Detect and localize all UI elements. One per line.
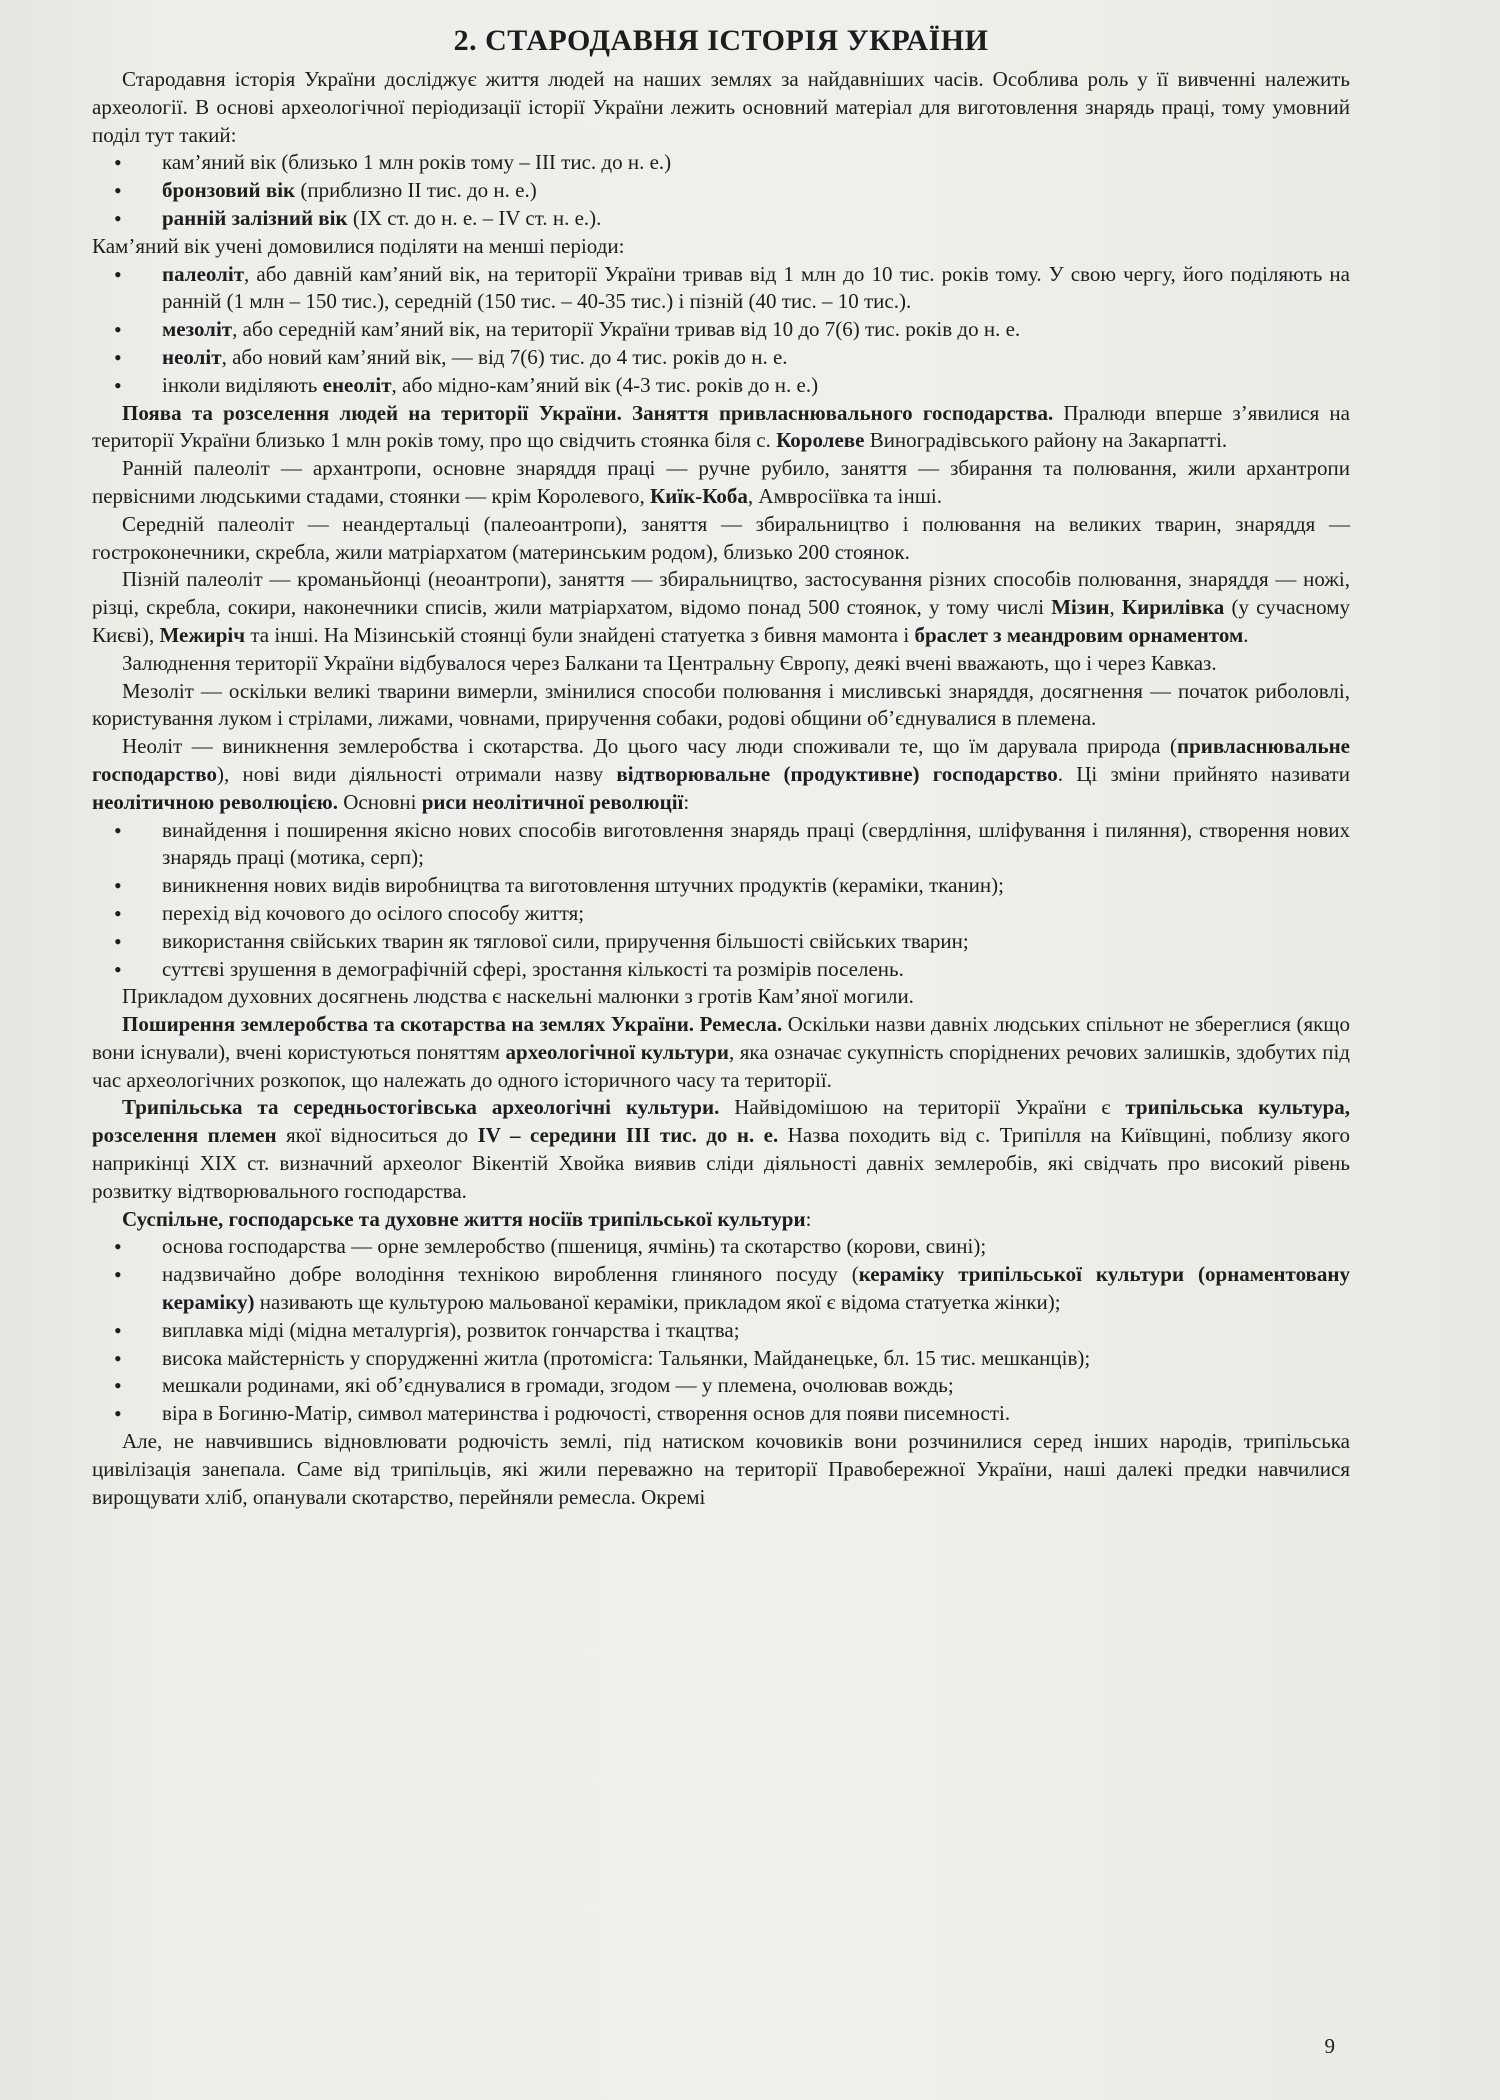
text-run: Основні [337,789,422,814]
list-item [92,205,1350,233]
bold-text-run: трипільська культура, розселення племен [92,1095,1350,1148]
text-run: Середній палеоліт — неандертальці (палеоантропи), заняття — збиральництво і полювання на великих тварин, знаряддя — гостроконечники, скребла, жили матріархатом (материнським родом), близько 200 стоянок. [92,511,1350,564]
text-run: Виноградівського району на Закарпатті. [864,428,1228,453]
bold-text-run: Киїк-Коба [649,483,748,508]
text-run: висока майстерність у спорудженні житла (протомісга: Тальянки, Майданецьке, бл. 15 тис. мешканців); [162,1345,1091,1370]
text-run: , або давній кам’яний вік, на території України тривав від 1 млн до 10 тис. років тому. У свою чергу, його поділяють на ранній (1 млн – 150 тис.), середній (150 тис. – 40-35 тис.) і пізній (40 тис. – 10 тис.). [162,261,1350,314]
bold-text-run: енеоліт [322,372,392,397]
paragraph [92,733,1350,816]
bold-text-run: Мізин [1051,595,1110,620]
text-run: використання свійських тварин як тяглової сили, приручення більшості свійських тварин; [162,928,969,953]
paragraph [92,1094,1350,1205]
list-item [92,261,1350,317]
list-item [92,1317,1350,1345]
text-run: виникнення нових видів виробництва та виготовлення штучних продуктів (кераміки, тканин); [162,873,1004,898]
list-item [92,900,1350,928]
paragraph [92,1206,1350,1234]
text-run: Назва походить від с. Трипілля на Київщині, поблизу якого наприкінці XIX ст. визначний археолог Вікентій Хвойка виявив сліди діяльності давніх землеробів, які свідчать про високий рівень розвитку відтворювального господарства. [92,1123,1350,1203]
list-item [92,956,1350,984]
text-run: віра в Богиню-Матір, символ материнства і родючості, створення основ для появи писемності. [162,1401,1011,1426]
text-run: Мезоліт — оскільки великі тварини вимерли, змінилися способи полювання і мисливські знаряддя, досягнення — початок риболовлі, користування луком і стрілами, лижами, човнами, приручення собаки, родові общини об’єднувалися в племена. [92,678,1350,731]
text-run: (IX ст. до н. е. – IV ст. н. е.). [347,205,602,230]
list-item [92,928,1350,956]
bold-text-run: Межиріч [159,622,246,647]
bold-text-run: Поширення землеробства та скотарства на землях України. Ремесла. [122,1012,783,1037]
paragraph [92,983,1350,1011]
bullet-list [92,261,1350,400]
text-run: Ранній палеоліт — архантропи, основне знаряддя праці — ручне рубило, заняття — збирання та полювання, жили архантропи первісними людськими стадами, стоянки — крім Королевого, [92,456,1350,508]
text-run: Але, не навчившись відновлювати родючість землі, під натиском кочовиків вони розчинилися серед інших народів, трипільська цивілізація занепала. Саме від трипільців, які жили переважно на території Правобережної України, наші далекі предки навчилися вирощувати хліб, опанували скотарство, перейняли ремесла. Окремі [92,1429,1350,1509]
bold-text-run: мезоліт [162,317,233,342]
bold-text-run: Королеве [776,428,865,453]
bold-text-run: Трипільська та середньостогівська археологічні культури. [122,1095,720,1120]
text-run: Найвідомішою на території України є [719,1095,1126,1120]
paragraph [92,678,1350,734]
list-item [92,1372,1350,1400]
paragraph [92,66,1350,149]
text-run: та інші. На Мізинській стоянці були знайдені статуетка з бивня мамонта і [245,622,915,647]
bullet-list [92,1233,1350,1428]
paragraph [92,455,1350,511]
bold-text-run: неоліт [162,344,222,369]
text-run: ), нові види діяльності отримали назву [216,761,617,786]
text-run: Стародавня історія України досліджує життя людей на наших землях за найдавніших часів. Особлива роль у її вивченні належить археології. В основі археологічної періодизації історії України лежить основний матеріал для виготовлення знарядь праці, тому умовний поділ тут такий: [92,67,1350,147]
text-run: , Амвросіївка та інші. [747,483,943,508]
text-run: суттєві зрушення в демографічній сфері, зростання кількості та розмірів поселень. [162,956,904,981]
text-run: виплавка міді (мідна металургія), розвиток гончарства і ткацтва; [162,1317,740,1342]
list-item [92,316,1350,344]
bold-text-run: палеоліт [162,261,245,286]
paragraph [92,511,1350,567]
list-item [92,872,1350,900]
text-run: , або новий кам’яний вік, — від 7(6) тис. до 4 тис. років до н. е. [221,344,788,369]
text-run: . [1243,622,1249,647]
text-run: : [683,789,690,814]
text-run: Пралюди вперше з’явилися на території України близько 1 млн років тому, про що свідчить стоянка біля с. [92,400,1350,453]
bold-text-run: Поява та розселення людей на території України. Заняття привласнювального господарства. [122,400,1054,425]
list-item [92,149,1350,177]
list-item [92,1345,1350,1373]
text-run: Неоліт — виникнення землеробства і скотарства. До цього часу люди споживали те, що їм дарувала природа ( [122,734,1177,759]
bullet-list [92,149,1350,232]
text-run: основа господарства — орне землеробство (пшениця, ячмінь) та скотарство (корови, свині); [162,1234,987,1259]
paragraph [92,1428,1350,1511]
text-run: , [1109,595,1122,620]
text-run: кам’яний вік (близько 1 млн років тому – III тис. до н. е.) [162,150,672,175]
text-run: називають ще культурою мальованої кераміки, прикладом якої є відома статуетка жінки); [254,1290,1061,1315]
bold-text-run: Кирилівка [1121,595,1225,620]
bold-text-run: неолітичною революцією. [92,789,338,814]
text-run: якої відноситься до [276,1123,478,1148]
text-run: інколи виділяють [162,372,323,397]
bold-text-run: ранній залізний вік [162,205,348,230]
bold-text-run: IV – середини III тис. до н. е. [477,1123,779,1148]
bold-text-run: привласнювальне господарство [92,734,1350,786]
bold-text-run: відтворювальне (продуктивне) господарство [616,761,1058,786]
text-run: , або мідно-кам’яний вік (4-3 тис. років до н. е.) [391,372,819,397]
list-item [92,344,1350,372]
text-run: (приблизно ІІ тис. до н. е.) [295,178,537,203]
text-run: Кам’яний вік учені домовилися поділяти на менші періоди: [92,233,625,258]
text-run: (у сучасному Києві), [92,595,1350,647]
list-item [92,1400,1350,1428]
bold-text-run: браслет з меандровим орнаментом [914,622,1244,647]
text-run: винайдення і поширення якісно нових способів виготовлення знарядь праці (свердління, шліфування і пиляння), створення нових знарядь праці (мотика, серп); [162,817,1350,870]
text-run: надзвичайно добре володіння технікою вироблення глиняного посуду ( [162,1262,859,1287]
bullet-list [92,817,1350,984]
bold-text-run: бронзовий вік [162,178,296,203]
page-title: 2. СТАРОДАВНЯ ІСТОРІЯ УКРАЇНИ [453,24,989,57]
text-run: Оскільки назви давніх людських спільнот не збереглися (якщо вони існували), вчені користуються поняттям [92,1012,1350,1064]
list-item [92,817,1350,873]
text-run: , яка означає сукупність споріднених речових залишків, здобутих під час археологічних розкопок, що належать до одного історичного часу та території. [92,1039,1350,1092]
document-body [92,66,1350,1511]
bold-text-run: кераміку трипільської культури (орнаментовану кераміку) [162,1262,1350,1315]
page-number: 9 [1324,2034,1335,2058]
list-item [92,1233,1350,1261]
list-item [92,372,1350,400]
paragraph [92,1011,1350,1094]
bold-text-run: Суспільне, господарське та духовне життя носіїв трипільської культури [122,1206,806,1231]
text-run: мешкали родинами, які об’єднувалися в громади, згодом — у племена, очолював вождь; [162,1373,954,1398]
text-run: перехід від кочового до осілого способу життя; [162,900,585,925]
bold-text-run: риси неолітичної революції [421,789,684,814]
list-item [92,177,1350,205]
paragraph [92,400,1350,456]
text-run: Прикладом духовних досягнень людства є наскельні малюнки з гротів Кам’яної могили. [122,984,914,1009]
paragraph [92,233,1350,261]
text-run: : [805,1206,812,1231]
paragraph [92,650,1350,678]
paragraph [92,566,1350,649]
bold-text-run: археологічної культури [505,1039,729,1064]
text-run: Пізній палеоліт — кроманьйонці (неоантропи), заняття — збиральництво, застосування різних способів полювання, знаряддя — ножі, різці, скребла, сокири, наконечники списів, жили матріархатом, відомо понад 500 стоянок, у тому числі [92,567,1350,620]
text-run: Залюднення території України відбувалося через Балкани та Центральну Європу, деякі вчені вважають, що і через Кавказ. [122,650,1217,675]
text-run: , або середній кам’яний вік, на території України тривав від 10 до 7(6) тис. років до н. е. [232,317,1021,342]
text-run: . Ці зміни прийнято називати [1057,761,1350,786]
list-item [92,1261,1350,1317]
